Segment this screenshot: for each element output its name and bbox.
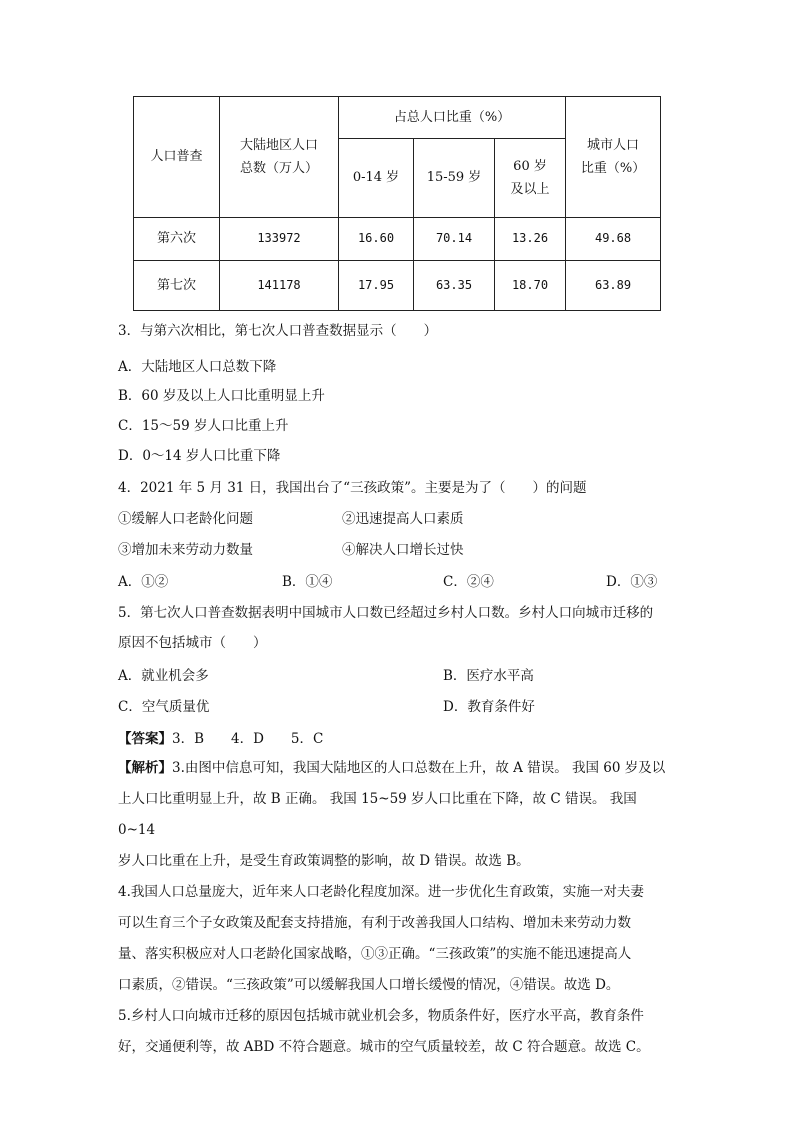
analysis-p2-line: 4.我国人口总量庞大，近年来人口老龄化程度加深。进一步优化生育政策，实施一对夫妻 [118, 884, 644, 900]
q5-option-c: C．空气质量优 [118, 699, 210, 715]
q4-option-c: C．②④ [443, 574, 494, 590]
q5-option-b: B．医疗水平高 [443, 668, 534, 684]
row-age-60-plus: 13.26 [495, 218, 566, 261]
q5-option-d: D．教育条件好 [443, 699, 535, 715]
analysis-p1-line: 岁人口比重在上升，是受生育政策调整的影响，故 D 错误。故选 B。 [118, 853, 530, 869]
header-age-60-plus: 60 岁 及以上 [495, 139, 566, 218]
q5-stem-line-1: 5．第七次人口普查数据表明中国城市人口数已经超过乡村人口数。乡村人口向城市迁移的 [118, 605, 654, 621]
row-age-60-plus: 18.70 [495, 261, 566, 311]
row-urban: 63.89 [566, 261, 661, 311]
row-age-0-14: 16.60 [339, 218, 414, 261]
header-urban: 城市人口 比重（%） [566, 97, 661, 218]
header-population: 大陆地区人口 总数（万人） [220, 97, 339, 218]
header-share: 占总人口比重（%） [339, 97, 566, 139]
row-population: 141178 [220, 261, 339, 311]
q3-option-b: B．60 岁及以上人口比重明显上升 [118, 388, 325, 404]
header-age-15-59: 15-59 岁 [414, 139, 495, 218]
table-row [134, 218, 661, 261]
q4-option-d: D．①③ [606, 574, 658, 590]
q4-statement-2: ②迅速提高人口素质 [342, 511, 464, 527]
q4-option-a: A．①② [118, 574, 169, 590]
header-age-0-14: 0-14 岁 [339, 139, 414, 218]
analysis-p1-line: 【解析】3.由图中信息可知，我国大陆地区的人口总数在上升，故 A 错误。 我国 60 岁及以 [118, 760, 666, 776]
header-census: 人口普查 [134, 97, 220, 218]
row-age-15-59: 70.14 [414, 218, 495, 261]
q5-stem-line-2: 原因不包括城市（ ） [118, 635, 267, 651]
row-age-15-59: 63.35 [414, 261, 495, 311]
analysis-label: 【解析】 [118, 760, 172, 776]
analysis-p2-line: 量、落实积极应对人口老龄化国家战略，①③正确。“三孩政策”的实施不能迅速提高人 [118, 946, 632, 962]
q3-option-c: C．15～59 岁人口比重上升 [118, 418, 289, 434]
q4-statement-1: ①缓解人口老龄化问题 [118, 511, 253, 527]
analysis-p3-line: 好，交通便利等，故 ABD 不符合题意。城市的空气质量较差，故 C 符合题意。故选 C。 [118, 1039, 650, 1055]
q3-option-a: A．大陆地区人口总数下降 [118, 359, 277, 375]
analysis-p3-line: 5.乡村人口向城市迁移的原因包括城市就业机会多，物质条件好，医疗水平高，教育条件 [118, 1008, 644, 1024]
answer-text: 3．B 4．D 5．C [172, 731, 324, 747]
q3-stem: 3．与第六次相比，第七次人口普查数据显示（ ） [118, 323, 438, 339]
table-header-row [134, 97, 661, 139]
analysis-p2-line: 口素质，②错误。“三孩政策”可以缓解我国人口增长缓慢的情况，④错误。故选 D。 [118, 977, 620, 993]
answer-line [118, 727, 323, 747]
row-label: 第六次 [134, 218, 220, 261]
row-label: 第七次 [134, 261, 220, 311]
q5-option-a: A．就业机会多 [118, 668, 209, 684]
q4-statement-3: ③增加未来劳动力数量 [118, 542, 253, 558]
row-population: 133972 [220, 218, 339, 261]
analysis-p1-line: 上人口比重明显上升，故 B 正确。 我国 15~59 岁人口比重在下降，故 C 错误。 我国 0~14 [118, 791, 637, 838]
row-age-0-14: 17.95 [339, 261, 414, 311]
analysis-block [118, 753, 678, 1063]
analysis-p2-line: 可以生育三个子女政策及配套支持措施，有利于改善我国人口结构、增加未来劳动力数 [118, 915, 631, 931]
q4-stem: 4．2021 年 5 月 31 日，我国出台了“三孩政策”。主要是为了（ ）的问题 [118, 480, 587, 496]
row-urban: 49.68 [566, 218, 661, 261]
answer-label: 【答案】 [118, 731, 172, 747]
census-table [133, 96, 661, 311]
q3-option-d: D．0～14 岁人口比重下降 [118, 448, 281, 464]
table-row [134, 261, 661, 311]
q4-statement-4: ④解决人口增长过快 [342, 542, 464, 558]
q4-option-b: B．①④ [282, 574, 333, 590]
